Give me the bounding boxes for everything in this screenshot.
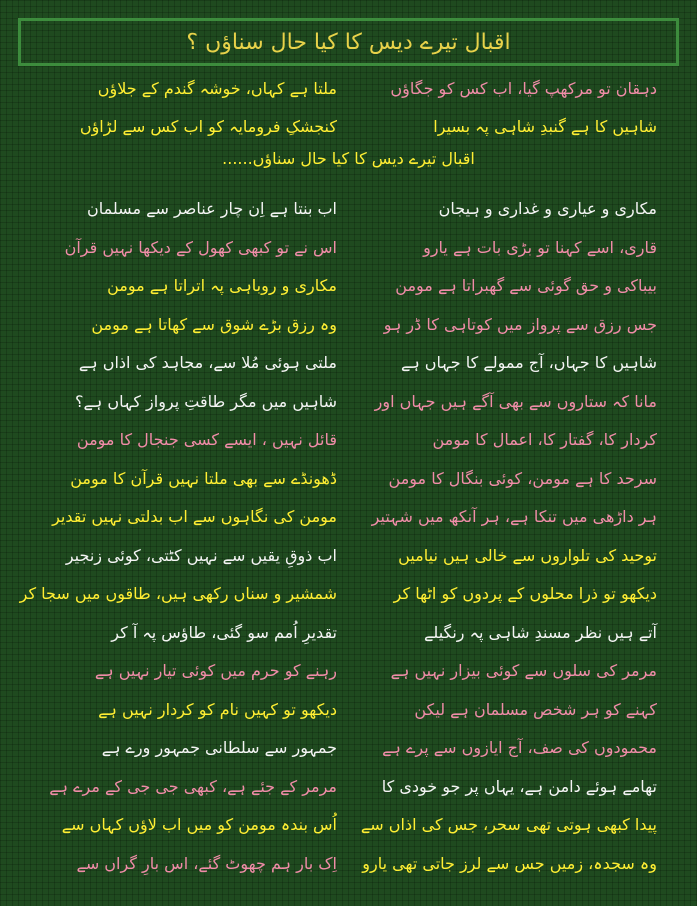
verse-second-line: دیکھو تو کہیں نام کو کردار نہیں ہے <box>98 699 337 719</box>
verse-second-line: مکاری و روباہی پہ اتراتا ہے مومن <box>107 276 337 295</box>
verse-first-line: مکاری و عیاری و غداری و ہیجان <box>438 199 657 218</box>
verse-second-line: ملتا ہے کہاں، خوشہ گندم کے جلاؤں <box>97 79 337 98</box>
verse-first-line: کردار کا، گفتار کا، اعمال کا مومن <box>432 430 657 449</box>
couplet-row <box>0 697 697 723</box>
verse-second-line: وہ رزق بڑے شوق سے کھاتا ہے مومن <box>91 314 337 334</box>
verse-first-line: دیکھو تو ذرا محلوں کے پردوں کو اٹھا کر <box>393 584 657 603</box>
refrain-row <box>0 146 697 172</box>
couplet-row <box>0 504 697 530</box>
verse-first-line: پیدا کبھی ہوتی تھی سحر، جس کی اذاں سے <box>360 815 657 834</box>
couplet-row <box>0 581 697 607</box>
verse-first-line: توحید کی تلواروں سے خالی ہیں نیامیں <box>398 545 657 565</box>
verse-second-line: شمشیر و سناں رکھی ہیں، طاقوں میں سجا کر <box>19 584 337 603</box>
verse-second-line: شاہیں میں مگر طاقتِ پرواز کہاں ہے؟ <box>75 391 337 411</box>
intro-row <box>0 114 697 140</box>
verse-first-line: سرحد کا ہے مومن، کوئی بنگال کا مومن <box>388 468 657 488</box>
verse-first-line: ہر داڑھی میں تنکا ہے، ہر آنکھ میں شہتیر <box>371 507 657 526</box>
verse-second-line: اب ذوقِ یقیں سے نہیں کٹتی، کوئی زنجیر <box>65 545 337 565</box>
verse-second-line: اِک بار ہم چھوٹ گئے، اس بارِ گراں سے <box>76 853 337 873</box>
verse-first-line: جس رزق سے پرواز میں کوتاہی کا ڈر ہو <box>383 314 657 334</box>
verse-second-line: ملتی ہوئی مُلا سے، مجاہد کی اذاں ہے <box>78 353 337 372</box>
verse-second-line: مرمر کے جئے ہے، کبھی جی جی کے مرے ہے <box>49 776 337 796</box>
verse-second-line: اس نے تو کبھی کھول کے دیکھا نہیں قرآن <box>64 237 337 257</box>
verse-second-line: اب بنتا ہے اِن چار عناصر سے مسلمان <box>87 199 337 218</box>
couplet-row <box>0 273 697 299</box>
couplet-row <box>0 735 697 761</box>
couplet-row <box>0 466 697 492</box>
couplet-row <box>0 196 697 222</box>
title-box <box>18 18 679 66</box>
couplet-row <box>0 620 697 646</box>
verse-second-line: جمہور سے سلطانی جمہور ورے ہے <box>101 738 337 757</box>
couplet-row <box>0 658 697 684</box>
couplet-row <box>0 389 697 415</box>
verse-second-line: اُس بندہ مومن کو میں اب لاؤں کہاں سے <box>61 815 337 834</box>
verse-first-line: محمودوں کی صف، آج ایازوں سے پرے ہے <box>382 738 657 757</box>
verse-first-line: بیباکی و حق گوئی سے گھبراتا ہے مومن <box>395 276 657 295</box>
verse-first-line: مانا کہ ستاروں سے بھی آگے ہیں جہاں اور <box>374 391 657 411</box>
couplet-row <box>0 235 697 261</box>
couplet-row <box>0 312 697 338</box>
verse-second-line: ڈھونڈے سے بھی ملتا نہیں قرآن کا مومن <box>70 468 337 488</box>
couplet-row <box>0 543 697 569</box>
verse-first-line: تھامے ہوئے دامن ہے، یہاں پر جو خودی کا <box>381 776 657 796</box>
verse-second-line: کنجشکِ فرومایہ کو اب کس سے لڑاؤں <box>79 117 337 136</box>
refrain-line: اقبال تیرے دیس کا کیا حال سناؤں...... <box>222 149 475 168</box>
couplet-row <box>0 350 697 376</box>
intro-row <box>0 76 697 102</box>
verse-first-line: مرمر کی سلوں سے کوئی بیزار نہیں ہے <box>390 661 657 680</box>
verse-first-line: کہنے کو ہر شخص مسلمان ہے لیکن <box>414 699 657 719</box>
couplet-row <box>0 812 697 838</box>
verse-first-line: شاہیں کا جہاں، آج ممولے کا جہاں ہے <box>400 353 657 372</box>
verse-second-line: تقدیرِ اُمم سو گئی، طاؤس پہ آ کر <box>111 622 337 642</box>
page-title: اقبال تیرے دیس کا کیا حال سناؤں ؟ <box>186 29 511 55</box>
verse-second-line: قائل نہیں ، ایسے کسی جنجال کا مومن <box>76 430 337 449</box>
verse-first-line: شاہیں کا ہے گنبدِ شاہی پہ بسیرا <box>433 117 657 136</box>
couplet-row <box>0 851 697 877</box>
couplet-row <box>0 427 697 453</box>
verse-second-line: مومن کی نگاہوں سے اب بدلتی نہیں تقدیر <box>52 507 337 526</box>
verse-first-line: قاری، اسے کہنا تو بڑی بات ہے یارو <box>423 237 657 257</box>
verse-first-line: دہقان تو مرکھپ گیا، اب کس کو جگاؤں <box>390 79 657 98</box>
couplet-row <box>0 774 697 800</box>
verse-second-line: رہنے کو حرم میں کوئی تیار نہیں ہے <box>94 661 337 680</box>
verse-first-line: آتے ہیں نظر مسندِ شاہی پہ رنگیلے <box>424 622 657 642</box>
verse-first-line: وہ سجدہ، زمیں جس سے لرز جاتی تھی یارو <box>362 853 657 873</box>
